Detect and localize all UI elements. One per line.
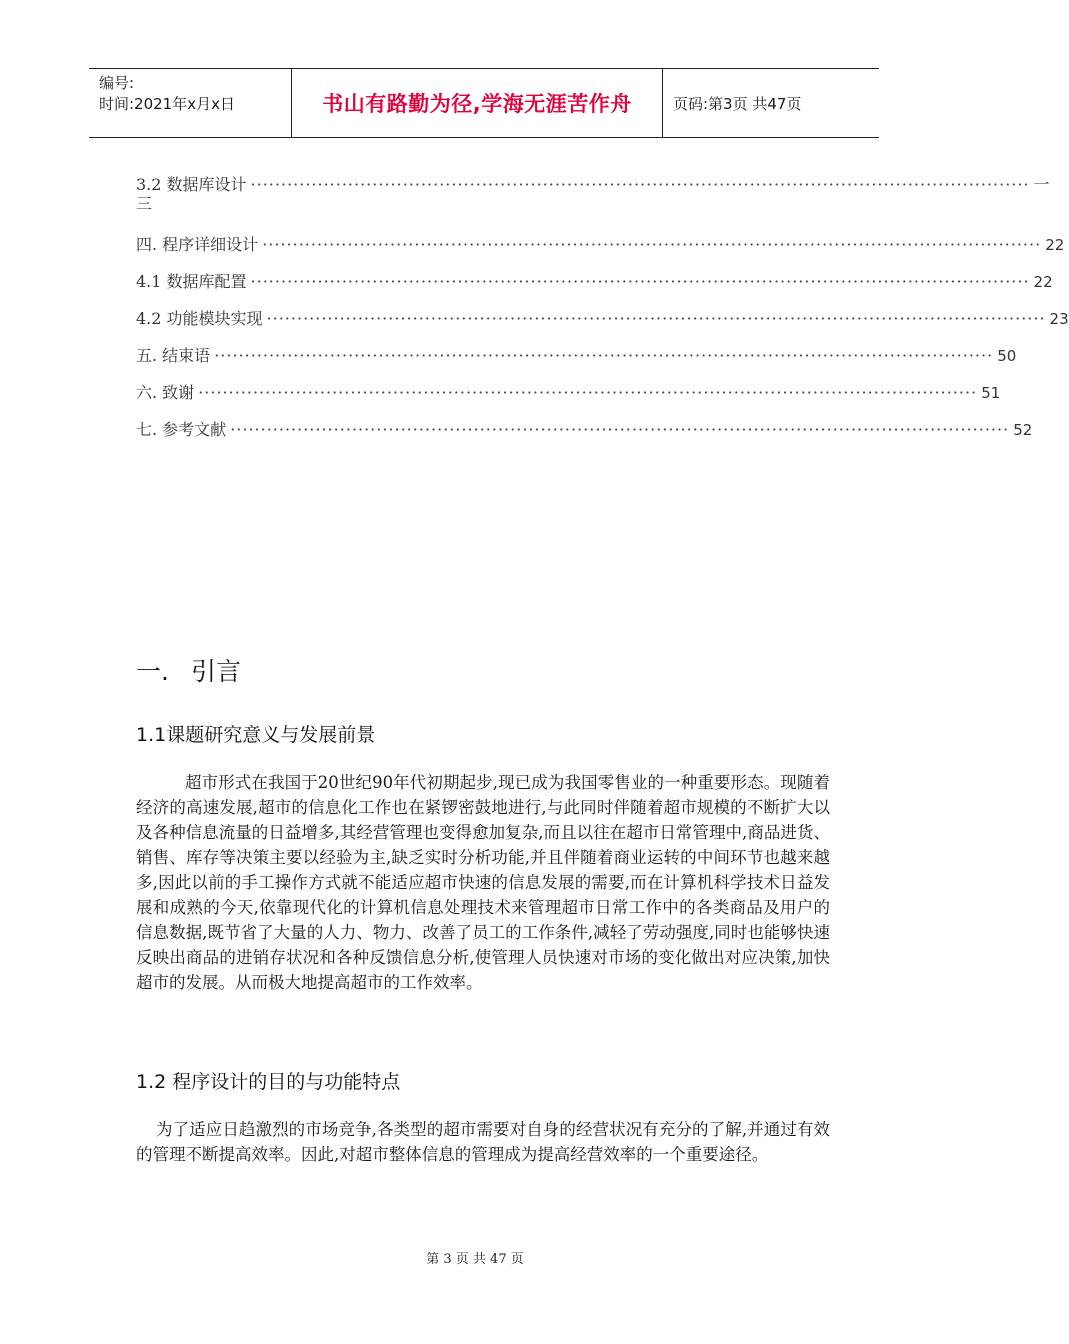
subsection-heading-1-1: 1.1课题研究意义与发展前景: [136, 724, 376, 746]
table-of-contents: [136, 172, 1069, 454]
toc-entry[interactable]: [136, 269, 1053, 306]
toc-entry-page: 23: [1049, 310, 1069, 328]
toc-entry-title: 4.1 数据库配置: [136, 272, 247, 291]
toc-entry-title: 3.2 数据库设计: [136, 175, 247, 194]
toc-entry[interactable]: [136, 232, 1065, 269]
page-header: [89, 68, 879, 138]
section-title: 引言: [190, 657, 241, 686]
toc-entry-title: 4.2 功能模块实现: [136, 309, 263, 328]
toc-leader-dots: ································································································································: [214, 346, 994, 365]
header-page-info: 页码:第3页 共47页: [673, 94, 802, 113]
toc-leader-dots: ································································································································: [262, 235, 1042, 254]
header-page-info-cell: [663, 69, 879, 137]
header-meta: [89, 69, 292, 137]
toc-entry-title: 六. 致谢: [136, 383, 195, 402]
toc-entry-page: 一: [1033, 175, 1050, 194]
toc-entry-page: 52: [1013, 421, 1033, 439]
toc-entry-title: 五. 结束语: [136, 346, 211, 365]
toc-entry-wrap: 三: [136, 194, 153, 213]
paragraph-1-2: 为了适应日趋激烈的市场竞争,各类型的超市需要对自身的经营状况有充分的了解,并通过有效的管理不断提高效率。因此,对超市整体信息的管理成为提高经营效率的一个重要途径。: [136, 1120, 830, 1164]
section-number: 一.: [136, 657, 169, 686]
page-footer: 第 3 页 共 47 页: [426, 1252, 524, 1267]
toc-entry[interactable]: [136, 343, 1017, 380]
toc-entry-page: 22: [1045, 236, 1065, 254]
header-number-label: 编号:: [99, 74, 135, 92]
toc-entry-page: 22: [1033, 273, 1053, 291]
toc-leader-dots: ································································································································: [266, 309, 1046, 328]
header-motto-cell: [292, 69, 663, 137]
toc-entry-title: 四. 程序详细设计: [136, 235, 259, 254]
subsection-heading-1-2: 1.2 程序设计的目的与功能特点: [136, 1071, 401, 1093]
toc-leader-dots: ································································································································: [250, 272, 1030, 291]
toc-entry[interactable]: [136, 380, 1001, 417]
section-heading: [136, 652, 241, 688]
toc-entry-page: 51: [981, 384, 1001, 402]
toc-entry[interactable]: [136, 417, 1033, 454]
toc-entry-title: 七. 参考文献: [136, 420, 227, 439]
toc-entry[interactable]: [136, 172, 1050, 194]
toc-entry-page: 50: [997, 347, 1017, 365]
toc-leader-dots: ································································································································: [198, 383, 978, 402]
toc-entry[interactable]: [136, 306, 1069, 343]
header-motto: 书山有路勤为径,学海无涯苦作舟: [322, 92, 632, 116]
toc-leader-dots: ································································································································: [230, 420, 1010, 439]
header-time-label: 时间:2021年x月x日: [99, 95, 235, 113]
toc-leader-dots: ································································································································: [250, 175, 1030, 194]
paragraph-1-1: 超市形式在我国于20世纪90年代初期起步,现已成为我国零售业的一种重要形态。现随着经济的高速发展,超市的信息化工作也在紧锣密鼓地进行,与此同时伴随着超市规模的不断扩大以及各种信息流量的日益增多,其经营管理也变得愈加复杂,而且以往在超市日常管理中,商品进货、销售、库存等决策主要以经验为主,缺乏实时分析功能,并且伴随着商业运转的中间环节也越来越多,因此以前的手工操作方式就不能适应超市快速的信息发展的需要,而在计算机科学技术日益发展和成熟的今天,依靠现代化的计算机信息处理技术来管理超市日常工作中的各类商品及用户的信息数据,既节省了大量的人力、物力、改善了员工的工作条件,减轻了劳动强度,同时也能够快速反映出商品的进销存状况和各种反馈信息分析,使管理人员快速对市场的变化做出对应决策,加快超市的发展。从而极大地提高超市的工作效率。: [136, 773, 830, 992]
